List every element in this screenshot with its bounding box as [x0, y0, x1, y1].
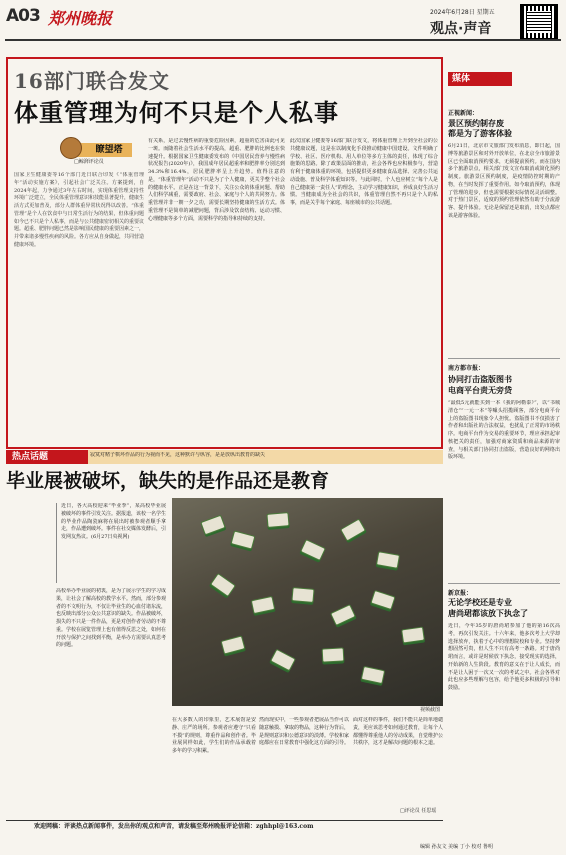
newspaper-logo: 郑州晚报	[48, 9, 113, 28]
page-number: A03	[6, 6, 40, 26]
source-1: 正视新闻：	[448, 110, 479, 117]
column-badge: 瞭望塔	[70, 143, 132, 157]
brief-2-body: “最低5元就能买到一本《我的阿勒泰》”，以“书城清仓”“一元一本”等噱头招揽顾客，部分电商平台上的盗版图书现象令人担忧。盗版图书不仅损害了作者和出版社的合法权益，也扰乱了正常的市场秩序。电商平台作为交易的重要环节，理应承担起审核把关的责任，加强对商家资质和商品来源的审查，与相关部门协同打击盗版，营造良好的网络出版环境。	[448, 400, 560, 461]
hot-topic-label: 热点话题	[6, 450, 88, 464]
article-column-1: 国家卫生健康委等16个部门近日联合印发《“体重管理年”活动实施方案》，引起社会广泛关注。方案提到，自2024年起，力争通过3年左右时间，实现体重管理支持性环境广泛建立，全民体重管理意识和技能显著提升，健康生活方式更加普及，部分人群体重异常状况得以改善。“体重管理”是个人在饮食中与日常生活行为的结果，但体重问题如今已不只是个人私事，而是与公共健康密切相关的重要议题。超重、肥胖问题已然是影响国民健康的重要因素之一，并带来诸多慢性疾病的风险。各方应从自身做起，共同营造健康环境。	[14, 172, 144, 248]
hot-topic-subtitle: 寂寞对赌子棋坏作品的行为视而不见，这种默许与纵容，是是放纵出教育的缺失	[90, 452, 266, 458]
divider	[448, 583, 560, 584]
divider	[448, 358, 560, 359]
article-column-2: 有关系，是过去慢性病的重要危险因素，超重的危害由此可见一斑。而随着社会生活水平的提高，超重、肥胖的比例也在快速提升。根据国家卫生健康委发布的《中国居民营养与慢性病状况报告(2020年)》，我国成年居民超重率和肥胖率分别达到34.3%和16.4%，居民肥胖率呈上升趋势。值得注意的是，“体重管理年”活动不只是为了个人健康，更关乎整个社会的健康水平。正是在这一背景下，关注公众的体重问题、帮助人们科学减重，需要政府、社会、家庭与个人的共同努力。体重管理并非一朝一夕之功，需要长期坚持健康的生活方式。体重管理不是简单的减肥问题，背后涉及饮食结构、运动习惯、心理健康等多个方面，需要科学的指导和持续的支持。	[148, 138, 285, 222]
brief-1-title-1: 景区预约制存废	[448, 118, 504, 128]
qr-code-icon	[520, 4, 558, 40]
brief-1-body: 6月21日，北京市文旅部门发布消息，即日起，国博等旅游景区和对外开放单位，在北京全市旅游景区已全面取消预约要求，无须提前预约。而在国内多个旅游景点，相关部门发文宣布取消或简化预约制度。旅游景区预约制度，是疫情防控时期的产物，在当时发挥了重要作用。如今取消预约，体现了管理的进步，但也需要根据实际情况灵活调整。对于热门景区，适度的预约管理依然有助于分流游客、提升体验。无论是保留还是取消，出发点都应该是游客体验。	[448, 143, 560, 219]
article-column-3: 此次国家卫健委等16部门联合发文，将体重管理上升到全社会的公共健康议题，这是在以制度化手段推动健康中国建设。文件明确了学校、社区、医疗机构、用人单位等多方主体的责任，体现了综合施策的思路。除了政策层面的推动，社会各界也应积极参与，营造有利于健康体重的环境，包括提供更多健康食品选择、完善公共运动设施、普及科学体重知识等。与此同时，个人也应树立“每个人是自己健康第一责任人”的理念，主动学习健康知识，养成良好生活习惯。当健康成为全社会的共识，体重管理自然不再只是个人的私事，而是关乎每个家庭、每座城市的公共话题。	[290, 138, 438, 206]
brief-3-title-2: 唐尚珺都该放下执念了	[448, 608, 528, 618]
issue-date: 2024年6月28日 星期五	[430, 9, 495, 16]
headline-kicker: 16部门联合发文	[14, 69, 170, 93]
media-focus-label-2: 聚焦	[486, 74, 505, 84]
brief-3-body: 近日，今年35岁的唐尚珺参加了他的第16次高考，再次引发关注。十六年来，他多次考上大学却选择放弃，执着于心中的理想院校和专业。坚持梦想固然可贵，但人生不只有高考一条路。对于唐尚珺而言，或许是时候放下执念，接受现实的选择，开始新的人生阶段。教育的意义在于让人成长，而不是让人困于一次又一次的考试之中。社会各界对此也应多些理解与包容，给予他更多积极的引导和鼓励。	[448, 623, 560, 691]
submission-notice: 欢迎网稿：评谈热点新闻事件，发出你的观点和声音，请发稿至郑州晚报评论信箱：zghhpl@163.com	[34, 823, 314, 830]
brief-1-title-2: 都是为了游客体验	[448, 128, 512, 138]
article2-column-2: 在大多数人的印象里，艺术展馆是安静、庄严的场所。参观者应遵守“只看不摸”的规则，尊重作品和创作者。毕业展同样如此，学生们的作品承载着多年的学习积累。	[172, 717, 256, 754]
headline-main: 体重管理为何不只是个人私事	[14, 98, 339, 127]
article2-column-3: 然而现实中，一些参观者把展品当作可以随意触摸、拿取的物品，这种行为背后，是规则意识和公德意识的淡薄。学校和家庭都应在日常教育中强化这方面的引导。	[259, 717, 349, 747]
source-3: 新京报：	[448, 590, 473, 597]
section-title: 观点·声音	[430, 21, 492, 37]
author-avatar	[60, 137, 82, 159]
article2-column-4: 面对这样的事件，我们不能只是简单地谴责，更应该思考如何通过教育，让每个人都懂得尊重他人的劳动成果，自觉维护公共秩序，这才是解决问题的根本之道。	[353, 717, 443, 747]
brief-3-title-1: 无论学校还是专业	[448, 597, 512, 607]
header-divider	[5, 39, 561, 41]
photo-caption: 视频截图	[419, 707, 440, 713]
brief-2-title-1: 协同打击盗版图书	[448, 374, 512, 384]
brief-2-title-2: 电商平台责无旁贷	[448, 385, 512, 395]
article2-headline: 毕业展被破坏，缺失的是作品还是教育	[6, 470, 330, 492]
article2-byline: □评论员 任思瑶	[400, 808, 437, 814]
article2-lead: 近日，各大高校迎来“毕业季”，某高校毕业展被破坏的事件引发关注。据报道，该校一名学生的毕业作品陶瓷麻将在展出时被参观者顺手拿走，作品遭到破坏。事件在社交媒体发酵后，引发网友热议。(6月27日央视网)	[56, 503, 166, 583]
byline: □鲸湃评论员	[74, 159, 104, 165]
article2-column-1: 高校举办毕业展的初衷，是为了展示学生的学习成果，让社会了解高校的教学水平。然而，部分参观者的不文明行为，不仅让毕业生的心血付诸东流，也反映出部分公众公共意识的缺失。作品被破坏，损失的不只是一件作品，更是对创作者劳动的不尊重。学校在展览管理上也有值得反思之处，如何在开放与保护之间找到平衡，是举办方需要认真思考的问题。	[56, 588, 166, 649]
media-focus-label: 媒体	[448, 72, 512, 86]
source-2: 南方都市报：	[448, 365, 485, 372]
credits: 编辑 孙友文 美编 丁小 校对 鲁明	[420, 844, 493, 850]
news-photo	[172, 498, 443, 706]
